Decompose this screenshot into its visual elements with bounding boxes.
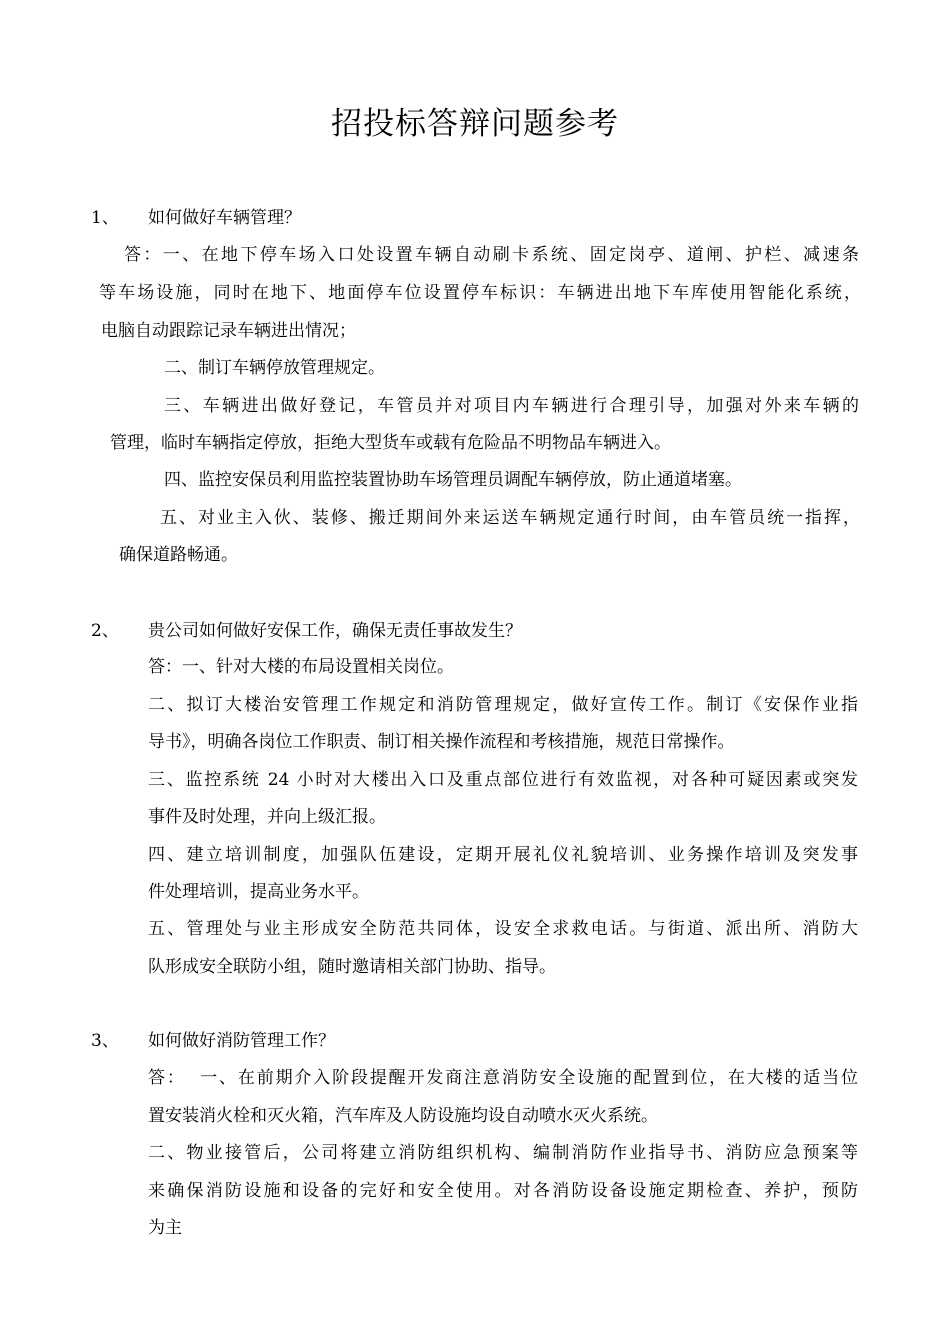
question-text-1: 如何做好车辆管理？	[148, 208, 301, 228]
answer-2-line-4: 三、监控系统 24 小时对大楼出入口及重点部位进行有效监视，对各种可疑因素或突发	[148, 770, 858, 790]
answer-2-line-3: 导书》，明确各岗位工作职责、制订相关操作流程和考核措施，规范日常操作。	[148, 732, 735, 752]
answer-1-line-9: 确保道路畅通。	[119, 545, 238, 565]
answer-3-line-1: 答： 一、在前期介入阶段提醒开发商注意消防安全设施的配置到位，在大楼的适当位	[148, 1068, 858, 1088]
answer-3-line-4: 来确保消防设施和设备的完好和安全使用。对各消防设备设施定期检查、养护，预防	[148, 1181, 858, 1201]
question-text-3: 如何做好消防管理工作？	[148, 1031, 335, 1051]
question-number-2: 2、	[91, 621, 119, 641]
question-number-3: 3、	[91, 1031, 119, 1051]
answer-1-line-5: 三、车辆进出做好登记，车管员并对项目内车辆进行合理引导，加强对外来车辆的	[164, 396, 859, 416]
answer-2-line-8: 五、管理处与业主形成安全防范共同体，设安全求救电话。与街道、派出所、消防大	[148, 919, 858, 939]
answer-1-line-8: 五、对业主入伙、装修、搬迁期间外来运送车辆规定通行时间，由车管员统一指挥，	[160, 508, 860, 528]
answer-2-line-1: 答：一、针对大楼的布局设置相关岗位。	[148, 657, 454, 677]
answer-2-line-6: 四、建立培训制度，加强队伍建设，定期开展礼仪礼貌培训、业务操作培训及突发事	[148, 845, 858, 865]
answer-1-line-7: 四、监控安保员利用监控装置协助车场管理员调配车辆停放，防止通道堵塞。	[164, 470, 742, 490]
answer-1-line-1: 答：一、在地下停车场入口处设置车辆自动刷卡系统、固定岗亭、道闸、护栏、减速条	[124, 245, 859, 265]
answer-2-line-7: 件处理培训，提高业务水平。	[148, 882, 369, 902]
answer-3-line-3: 二、物业接管后，公司将建立消防组织机构、编制消防作业指导书、消防应急预案等	[148, 1143, 858, 1163]
page-title: 招投标答辩问题参考	[331, 106, 619, 142]
answer-2-line-9: 队形成安全联防小组，随时邀请相关部门协助、指导。	[148, 957, 556, 977]
answer-1-line-6: 管理，临时车辆指定停放，拒绝大型货车或载有危险品不明物品车辆进入。	[110, 433, 671, 453]
answer-1-line-3: 电脑自动跟踪记录车辆进出情况；	[101, 321, 356, 341]
answer-1-line-2: 等车场设施，同时在地下、地面停车位设置停车标识：车辆进出地下车库使用智能化系统，	[99, 283, 861, 303]
answer-2-line-5: 事件及时处理，并向上级汇报。	[148, 807, 386, 827]
answer-3-line-5: 为主	[148, 1218, 182, 1238]
answer-1-line-4: 二、制订车辆停放管理规定。	[164, 358, 385, 378]
question-text-2: 贵公司如何做好安保工作，确保无责任事故发生？	[148, 621, 522, 641]
answer-3-line-2: 置安装消火栓和灭火箱，汽车库及人防设施均设自动喷水灭火系统。	[148, 1106, 658, 1126]
answer-2-line-2: 二、拟订大楼治安管理工作规定和消防管理规定，做好宣传工作。制订《安保作业指	[148, 695, 858, 715]
question-number-1: 1、	[91, 208, 119, 228]
